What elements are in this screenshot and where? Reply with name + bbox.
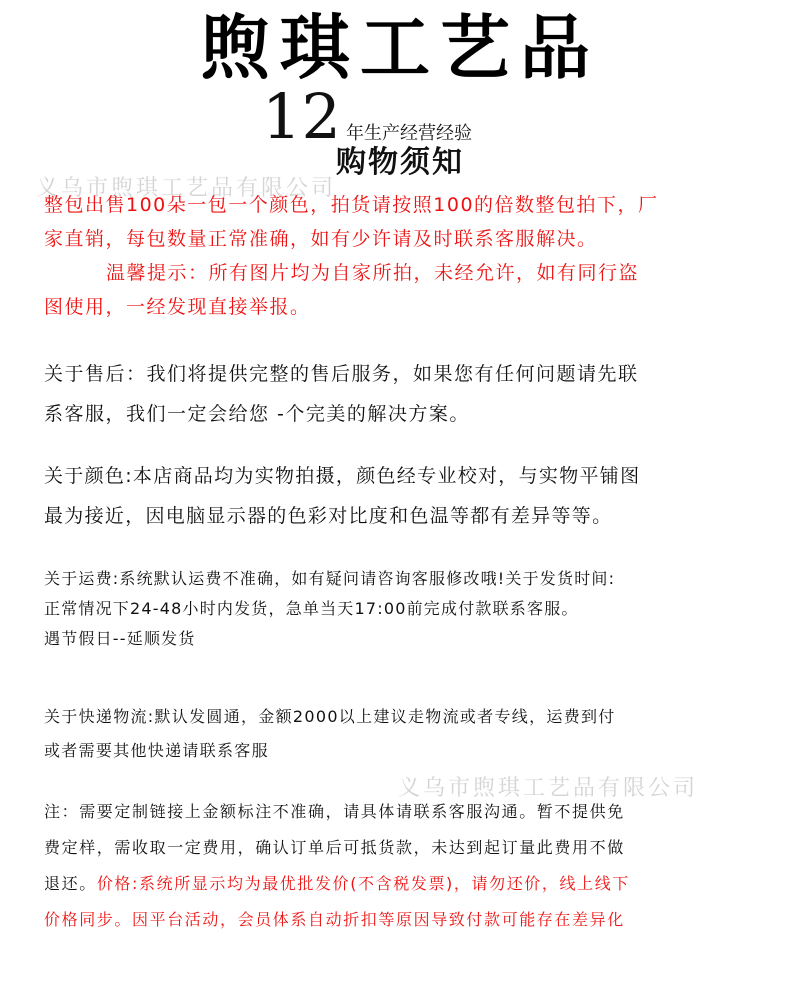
shopping-notice-heading: 购物须知 [336,145,464,180]
color-line: 关于颜色:本店商品均为实物拍摄，颜色经专业校对，与实物平铺图 [44,465,641,487]
note-line-black-part: 退还。 [44,874,97,893]
shipping-paragraph [44,564,764,654]
shipping-line: 关于运费:系统默认运费不准确，如有疑问请咨询客服修改哦!关于发货时间: [44,569,616,588]
note-line [44,866,764,902]
color-paragraph [44,456,764,536]
shipping-line: 遇节假日--延顺发货 [44,629,196,648]
after-sales-line: 系客服，我们一定会给您 -个完美的解决方案。 [44,403,470,425]
price-notice-part: 价格:系统所显示均为最优批发价(不含税发票)，请勿还价，线上线下 [96,874,630,893]
note-line: 费定样，需收取一定费用，确认订单后可抵货款，未达到起订量此费用不做 [44,838,625,857]
notice-paragraph [44,188,764,324]
shop-title: 煦琪工艺品 [200,7,600,89]
reminder-line: 温馨提示：所有图片均为自家所拍，未经允许，如有同行盗 [106,262,640,284]
color-line: 最为接近，因电脑显示器的色彩对比度和色温等都有差异等等。 [44,505,613,527]
watermark-top: 义乌市煦琪工艺品有限公司 [36,176,337,201]
note-paragraph [44,794,764,938]
years-number: 12 [262,80,341,153]
reminder-line: 图使用，一经发现直接举报。 [44,296,311,318]
courier-line: 或者需要其他快递请联系客服 [44,741,269,760]
courier-paragraph [44,700,764,768]
after-sales-paragraph [44,354,764,434]
shipping-line: 正常情况下24-48小时内发货，急单当天17:00前完成付款联系客服。 [44,599,579,618]
watermark-bottom: 义乌市煦琪工艺品有限公司 [398,776,699,801]
after-sales-line: 关于售后：我们将提供完整的售后服务，如果您有任何问题请先联 [44,363,639,385]
notice-line: 整包出售100朵一包一个颜色，拍货请按照100的倍数整包拍下，厂 [44,194,659,216]
note-line: 注：需要定制链接上金额标注不准确，请具体请联系客服沟通。暂不提供免 [44,802,625,821]
courier-line: 关于快递物流:默认发圆通，金额2000以上建议走物流或者专线，运费到付 [44,707,616,726]
notice-line: 家直销，每包数量正常准确，如有少许请及时联系客服解决。 [44,228,598,250]
years-text: 年生产经营经验 [346,123,472,144]
price-notice-line: 价格同步。因平台活动，会员体系自动折扣等原因导致付款可能存在差异化 [44,910,625,929]
